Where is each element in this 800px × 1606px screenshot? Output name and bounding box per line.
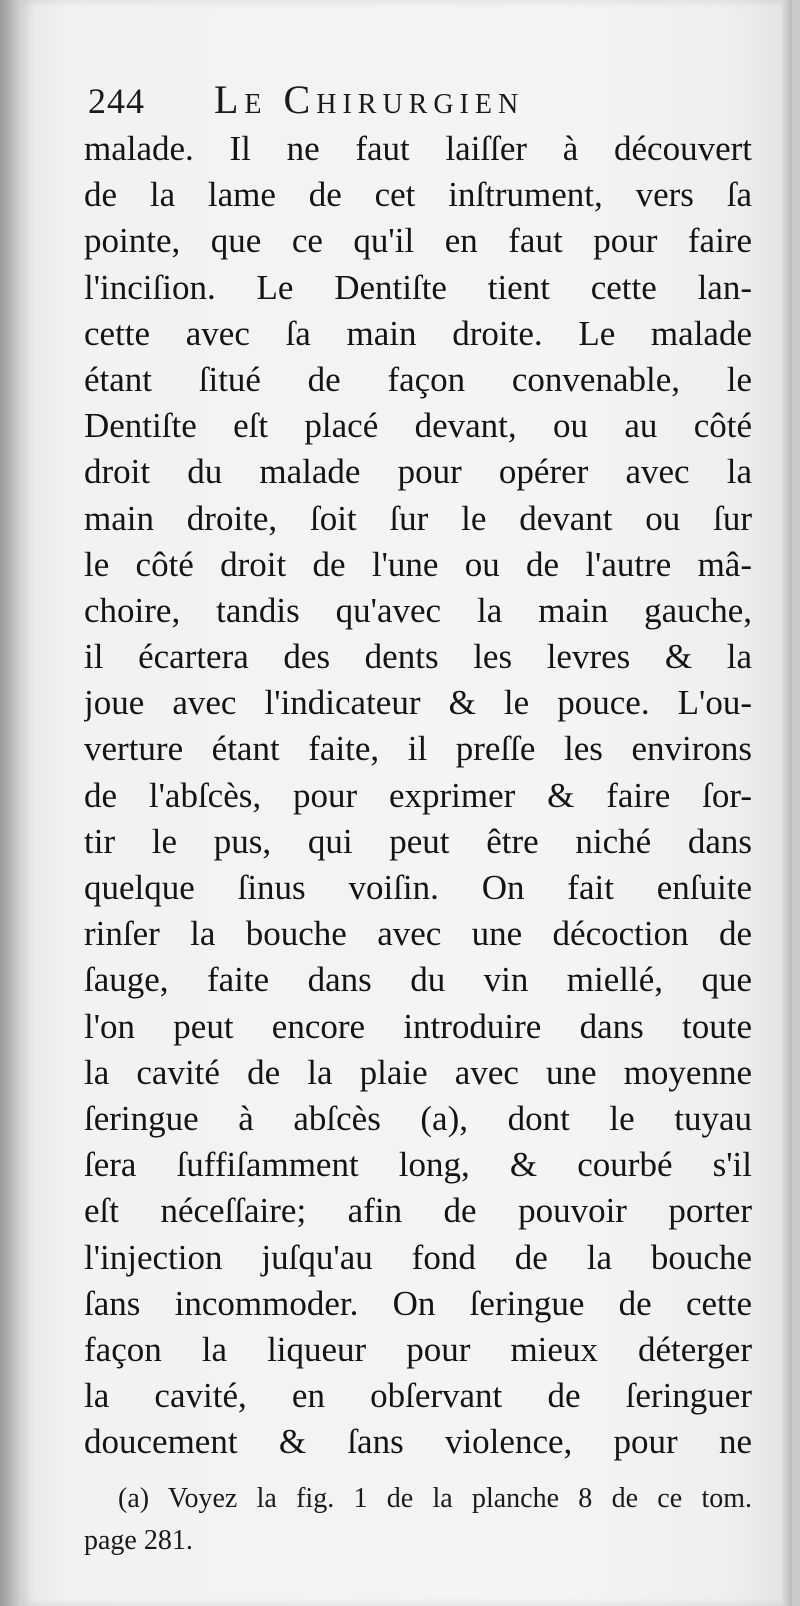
text-line: joue avec l'indicateur & le pouce. L'ou- [84,683,752,723]
text-line: main droite, ſoit ſur le devant ou ſur [84,498,752,538]
text-line: ſauge, faite dans du vin miellé, que [84,960,752,1000]
text-line: Dentiſte eſt placé devant, ou au côté [84,406,752,446]
text-line: verture étant faite, il preſſe les environs [84,729,752,769]
page-header [84,76,764,126]
text-line: malade. Il ne faut laiſſer à découvert [84,129,752,168]
text-line: eſt néceſſaire; afin de pouvoir porter [84,1191,752,1231]
text-line: la cavité, en obſervant de ſeringuer [84,1376,752,1416]
text-line: droit du malade pour opérer avec la [84,452,752,492]
body-text [84,126,752,1465]
text-line: étant ſitué de façon convenable, le [84,359,752,399]
page-edge [782,0,792,1606]
page-number: 244 [88,81,145,121]
text-line: doucement & ſans violence, pour ne [84,1422,752,1462]
text-line: le côté droit de l'une ou de l'autre mâ- [84,544,752,584]
text-line: quelque ſinus voiſin. On fait enſuite [84,868,752,907]
text-line: choire, tandis qu'avec la main gauche, [84,590,752,630]
text-line: ſera ſuffiſamment long, & courbé s'il [84,1145,752,1185]
text-line: la cavité de la plaie avec une moyenne [84,1052,752,1092]
text-line: façon la liqueur pour mieux déterger [84,1329,752,1369]
footnote-line: page 281. [84,1525,193,1556]
text-line: l'inciſion. Le Dentiſte tient cette lan- [84,267,752,307]
text-line: tir le pus, qui peut être niché dans [84,821,752,861]
page-gutter-shadow [0,0,22,1606]
text-line: l'injection juſqu'au fond de la bouche [84,1237,752,1277]
running-head: Le Chirurgien [214,77,525,122]
text-line: de l'abſcès, pour exprimer & faire ſor- [84,775,752,815]
text-line: l'on peut encore introduire dans toute [84,1006,752,1046]
text-line: de la lame de cet inſtrument, vers ſa [84,175,752,215]
footnote-line: (a) Voyez la fig. 1 de la planche 8 de ce tom. [118,1483,752,1514]
text-line: ſeringue à abſcès (a), dont le tuyau [84,1098,752,1138]
text-line: rinſer la bouche avec une décoction de [84,914,752,954]
text-line: il écartera des dents les levres & la [84,637,752,677]
text-line: ſans incommoder. On ſeringue de cette [84,1283,752,1323]
text-line: cette avec ſa main droite. Le malade [84,313,752,353]
footnote [84,1478,752,1562]
text-line: pointe, que ce qu'il en faut pour faire [84,221,752,261]
